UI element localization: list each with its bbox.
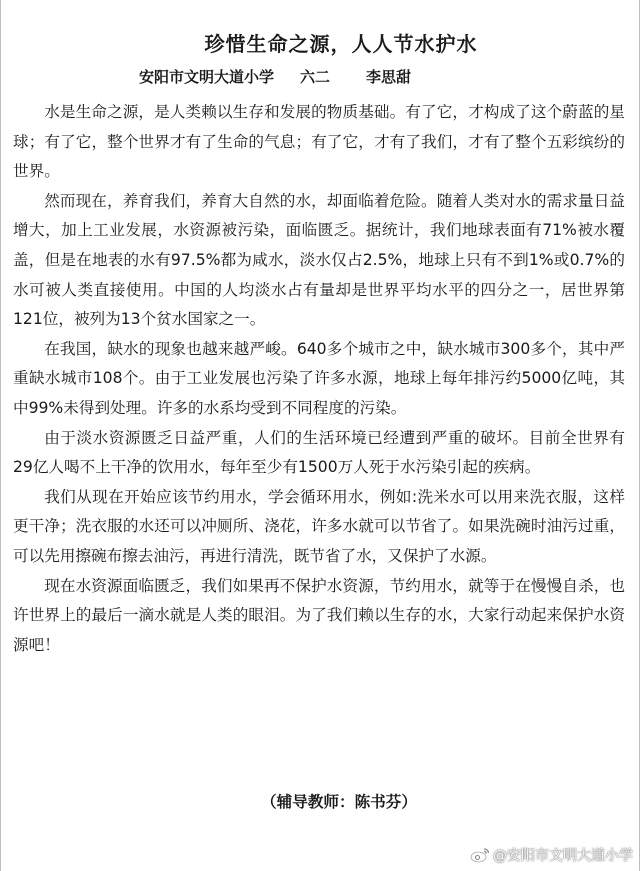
- byline-school: 安阳市文明大道小学: [139, 68, 275, 86]
- byline: [139, 66, 411, 87]
- watermark-text: @安阳市文明大道小学: [493, 848, 633, 864]
- paragraph-2: 然而现在，养育我们，养育大自然的水，却面临着危险。随着人类对水的需求量日益增大，加上工业发展，水资源被污染，面临匮乏。据统计，我们地球表面有71%被水覆盖，但是在地表的水有97.5%都为咸水，淡水仅占2.5%，地球上只有不到1%或0.7%的水可被人类直接使用。中国的人均淡水占有量却是世界平均水平的四分之一，居世界第121位，被列为13个贫水国家之一。: [13, 191, 625, 329]
- article-body: [13, 98, 625, 660]
- paragraph-6: 现在水资源面临匮乏，我们如果再不保护水资源，节约用水，就等于在慢慢自杀，也许世界上的最后一滴水就是人类的眼泪。为了我们赖以生存的水，大家行动起来保护水资源吧！: [13, 576, 625, 654]
- paragraph-5: 我们从现在开始应该节约用水，学会循环用水，例如:洗米水可以用来洗衣服，这样更干净；洗衣服的水还可以冲厕所、浇花，许多水就可以节省了。如果洗碗时油污过重，可以先用擦碗布擦去油污，再进行清洗，既节省了水，又保护了水源。: [13, 487, 625, 565]
- paragraph-3: 在我国，缺水的现象也越来越严峻。640多个城市之中，缺水城市300多个，其中严重缺水城市108个。由于工业发展也污染了许多水源，地球上每年排污约5000亿吨，其中99%未得到处理。许多的水系均受到不同程度的污染。: [13, 339, 625, 417]
- byline-grade: 六二: [300, 68, 331, 86]
- document-title: 珍惜生命之源，人人节水护水: [204, 32, 478, 56]
- weibo-icon: [470, 847, 490, 863]
- teacher-credit: （辅导教师：陈书芬）: [261, 793, 417, 811]
- paragraph-1: 水是生命之源，是人类赖以生存和发展的物质基础。有了它，才构成了这个蔚蓝的星球；有了它，整个世界才有了生命的气息；有了它，才有了我们，才有了整个五彩缤纷的世界。: [13, 103, 625, 181]
- byline-author: 李思甜: [366, 68, 412, 86]
- paragraph-4: 由于淡水资源匮乏日益严重，人们的生活环境已经遭到严重的破坏。目前全世界有29亿人喝不上干净的饮用水，每年至少有1500万人死于水污染引起的疾病。: [13, 428, 625, 477]
- watermark: [470, 845, 633, 865]
